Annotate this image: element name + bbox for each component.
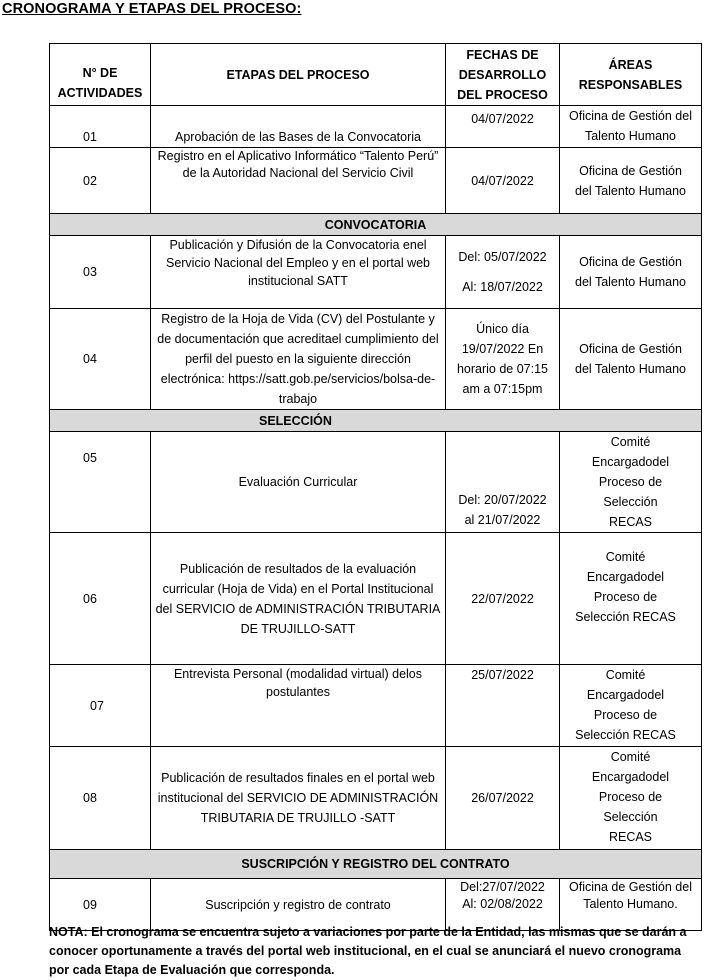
row-stage: Aprobación de las Bases de la Convocatoria bbox=[151, 106, 446, 148]
table-row bbox=[50, 106, 702, 148]
row-area: Comité Encargadodel Proceso de Selección RECAS bbox=[560, 533, 702, 665]
row-date: 25/07/2022 bbox=[446, 665, 560, 747]
row-area: Oficina de Gestión del Talento Humano bbox=[560, 148, 702, 214]
row-area: Oficina de Gestión del Talento Humano. bbox=[560, 879, 702, 931]
note-line: NOTA: El cronograma se encuentra sujeto a variaciones por parte de la Entidad, las mismas que se darán a bbox=[49, 925, 687, 939]
date-from: Del: 05/07/2022 bbox=[458, 250, 547, 264]
table-row bbox=[50, 533, 702, 665]
row-stage: Registro en el Aplicativo Informático “Talento Perú” de la Autoridad Nacional del Servicio Civil bbox=[151, 148, 446, 214]
row-number: 04 bbox=[50, 309, 151, 410]
section-row-convocatoria bbox=[50, 214, 702, 236]
row-area: Oficina de Gestión del Talento Humano bbox=[560, 309, 702, 410]
row-area: Oficina de Gestión del Talento Humano bbox=[560, 106, 702, 148]
table-row bbox=[50, 747, 702, 850]
section-row-suscripcion bbox=[50, 850, 702, 879]
header-areas: ÁREAS RESPONSABLES bbox=[560, 44, 702, 106]
row-stage: Publicación y Difusión de la Convocatoria enel Servicio Nacional del Empleo y en el portal web institucional SATT bbox=[151, 236, 446, 309]
header-activities: N° DE ACTIVIDADES bbox=[50, 44, 151, 106]
row-number: 09 bbox=[50, 879, 151, 931]
table-row bbox=[50, 309, 702, 410]
row-stage: Evaluación Curricular bbox=[151, 432, 446, 533]
row-date: Único día 19/07/2022 En horario de 07:15 am a 07:15pm bbox=[446, 309, 560, 410]
row-number: 08 bbox=[50, 747, 151, 850]
row-date: Del: 20/07/2022 al 21/07/2022 bbox=[446, 432, 560, 533]
row-stage: Publicación de resultados finales en el portal web institucional del SERVICIO DE ADMINISTRACIÓN TRIBUTARIA DE TRUJILLO -SATT bbox=[151, 747, 446, 850]
row-stage: Registro de la Hoja de Vida (CV) del Postulante y de documentación que acreditael cumplimiento del perfil del puesto en la siguiente dirección electrónica: https://satt.gob.pe/servicios/bolsa-de-trabajo bbox=[151, 309, 446, 410]
page-title: CRONOGRAMA Y ETAPAS DEL PROCESO: bbox=[2, 1, 302, 17]
row-date: 26/07/2022 bbox=[446, 747, 560, 850]
row-area: Comité Encargadodel Proceso de Selección RECAS bbox=[560, 747, 702, 850]
row-date bbox=[446, 236, 560, 309]
row-area: Comité Encargadodel Proceso de Selección RECAS bbox=[560, 432, 702, 533]
table-row bbox=[50, 432, 702, 533]
section-title: CONVOCATORIA bbox=[50, 214, 702, 236]
note-text bbox=[49, 923, 709, 980]
row-date: 22/07/2022 bbox=[446, 533, 560, 665]
table-row bbox=[50, 236, 702, 309]
row-number: 01 bbox=[50, 106, 151, 148]
row-stage: Suscripción y registro de contrato bbox=[151, 879, 446, 931]
row-number: 05 bbox=[50, 432, 151, 533]
row-stage: Entrevista Personal (modalidad virtual) delos postulantes bbox=[151, 665, 446, 747]
note-line: conocer oportunamente a través del portal web institucional, en el cual se anunciará el nuevo cronograma bbox=[49, 944, 682, 958]
header-dates: FECHAS DE DESARROLLO DEL PROCESO bbox=[446, 44, 560, 106]
row-number: 07 bbox=[50, 665, 151, 747]
row-stage: Publicación de resultados de la evaluación curricular (Hoja de Vida) en el Portal Institucional del SERVICIO de ADMINISTRACIÓN TRIBUTARIA DE TRUJILLO-SATT bbox=[151, 533, 446, 665]
date-to: Al: 02/08/2022 bbox=[462, 897, 543, 911]
table-row bbox=[50, 148, 702, 214]
row-number: 03 bbox=[50, 236, 151, 309]
date-to: Al: 18/07/2022 bbox=[462, 280, 543, 294]
row-date: 04/07/2022 bbox=[446, 106, 560, 148]
row-number: 06 bbox=[50, 533, 151, 665]
row-area: Comité Encargadodel Proceso de Selección RECAS bbox=[560, 665, 702, 747]
table-header-row bbox=[50, 44, 702, 106]
note-line: por cada Etapa de Evaluación que corresponda. bbox=[49, 963, 335, 977]
section-title: SELECCIÓN bbox=[50, 410, 702, 432]
table-row bbox=[50, 665, 702, 747]
schedule-table bbox=[49, 43, 702, 931]
row-area: Oficina de Gestión del Talento Humano bbox=[560, 236, 702, 309]
row-date: 04/07/2022 bbox=[446, 148, 560, 214]
header-stages: ETAPAS DEL PROCESO bbox=[151, 44, 446, 106]
section-title: SUSCRIPCIÓN Y REGISTRO DEL CONTRATO bbox=[50, 850, 702, 879]
row-number: 02 bbox=[50, 148, 151, 214]
section-row-seleccion bbox=[50, 410, 702, 432]
date-from: Del:27/07/2022 bbox=[460, 880, 545, 894]
